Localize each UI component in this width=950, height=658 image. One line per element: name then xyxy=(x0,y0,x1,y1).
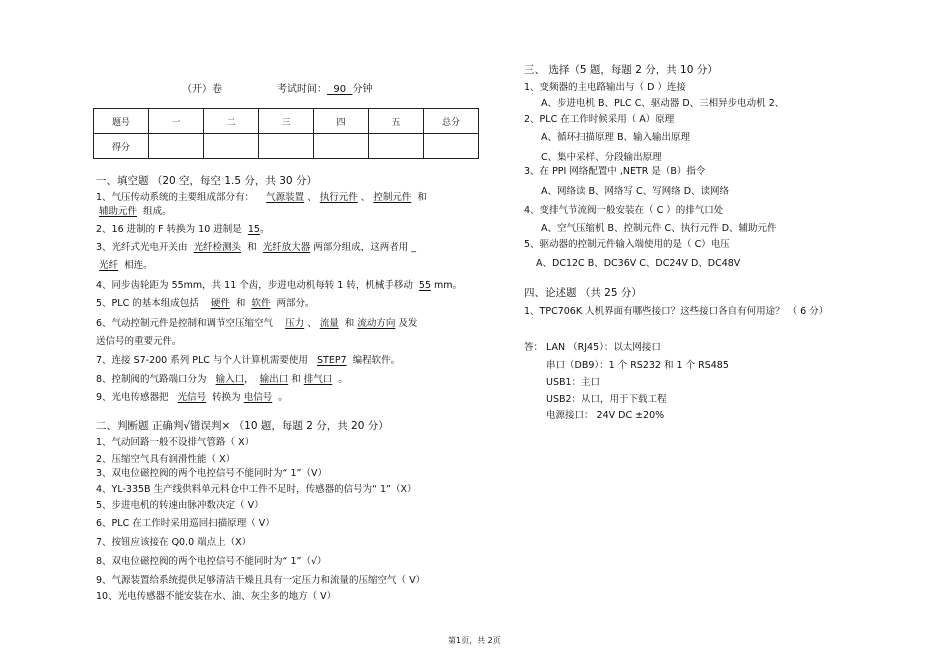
q9-answer-1: 光信号 xyxy=(177,392,207,403)
q9: 9、光电传感器把 光信号 转换为 电信号 。 xyxy=(96,392,288,403)
score-cell xyxy=(204,134,259,159)
choice-line: A、空气压缩机 B、控制元件 C、执行元件 D、辅助元件 xyxy=(541,223,777,234)
judge-item: 7、按钮应该接在 Q0.0 端点上（X） xyxy=(96,537,252,548)
score-table xyxy=(93,108,479,159)
q8-answer-3: 排气口 xyxy=(303,374,333,385)
q2: 2、16 进制的 F 转换为 10 进制是 15。 xyxy=(96,224,270,235)
choice-line: C、集中采样、分段输出原理 xyxy=(541,152,662,163)
score-cell xyxy=(424,134,479,159)
q6-line2: 送信号的重要元件。 xyxy=(96,336,182,347)
choice-line: A、循环扫描原理 B、输入输出原理 xyxy=(541,132,691,143)
section3-title: 三、 选择（5 题，每题 2 分，共 10 分） xyxy=(524,64,718,76)
judge-item: 3、双电位磁控阀的两个电控信号不能同时为“ 1”（V） xyxy=(96,468,327,479)
time-label: 考试时间： xyxy=(277,84,327,95)
q3-line2: 光纤 相连。 xyxy=(99,260,153,271)
judge-item: 4、YL-335B 生产线供料单元料仓中工件不足时，传感器的信号为“ 1”（X） xyxy=(96,484,417,495)
answer-line: USB1：主口 xyxy=(546,377,601,388)
score-cell: 二 xyxy=(204,109,259,134)
choice-line: 4、变排气节流阀一般安装在（ C ）的排气口处 xyxy=(524,205,724,216)
q8-answer-2: 输出口 xyxy=(259,374,289,385)
choice-line: 2、PLC 在工作时候采用（ A）原理 xyxy=(524,114,675,125)
q1-line2: 辅助元件 组成。 xyxy=(99,206,172,217)
section4-title: 四、论述题 （共 25 分） xyxy=(524,287,642,299)
score-cell: 三 xyxy=(259,109,314,134)
judge-item: 9、气源装置给系统提供足够清洁干燥且具有一定压力和流量的压缩空气（ V） xyxy=(96,575,426,586)
q8-answer-1: 输入口 xyxy=(215,374,245,385)
choice-line: A、DC12C B、DC36V C、DC24V D、DC48V xyxy=(536,258,741,269)
q5-answer-2: 软件 xyxy=(251,298,271,309)
answer-line: 电源接口： 24V DC ±20% xyxy=(546,410,665,421)
judge-item: 2、压缩空气具有润滑性能（ X） xyxy=(96,454,236,465)
score-cell xyxy=(149,134,204,159)
answer-line: USB2：从口，用于下载工程 xyxy=(546,394,667,405)
q6-answer-2: 流量 xyxy=(319,318,339,329)
time-value: 90 xyxy=(333,84,347,95)
q6-answer-3: 流动方向 xyxy=(357,318,396,329)
q6: 6、气动控制元件是控制和调节空压缩空气 压力 、 流量 和 流动方向 及发 xyxy=(96,318,418,329)
essay-question: 1、TPC706K 人机界面有哪些接口？这些接口各自有何用途？ （ 6 分） xyxy=(524,306,829,317)
score-row-label: 得分 xyxy=(94,134,149,159)
score-cell: 四 xyxy=(314,109,369,134)
section1-title: 一、填空题 （20 空，每空 1.5 分，共 30 分） xyxy=(96,175,317,187)
q3-answer-1: 光纤检测头 xyxy=(193,242,242,253)
page-footer: 第1页，共 2页 xyxy=(448,636,501,645)
q5-answer-1: 硬件 xyxy=(210,298,230,309)
judge-item: 6、PLC 在工作时采用巡回扫描原理（ V） xyxy=(96,518,275,529)
q6-answer-1: 压力 xyxy=(285,318,305,329)
score-value-row xyxy=(94,134,479,159)
score-cell: 五 xyxy=(369,109,424,134)
q7: 7、连接 S7-200 系列 PLC 与个人计算机需要使用 STEP7 编程软件。 xyxy=(96,355,401,366)
q7-answer: STEP7 xyxy=(316,355,347,366)
score-cell xyxy=(369,134,424,159)
choice-line: 3、在 PPI 网络配置中 ,NETR 是（B）指令 xyxy=(524,166,706,177)
score-cell: 一 xyxy=(149,109,204,134)
exam-type: （开）卷 xyxy=(182,84,222,95)
q4-answer: 55 xyxy=(418,280,432,291)
choice-line: A、步进电机 B、PLC C、驱动器 D、三相异步电动机 2、 xyxy=(541,98,785,109)
judge-item: 5、步进电机的转速由脉冲数决定（ V） xyxy=(96,500,264,511)
section2-title: 二、判断题 正确判√错误判× （10 题，每题 2 分，共 20 分） xyxy=(96,420,389,432)
time-unit: 分钟 xyxy=(352,84,373,95)
judge-item: 1、气动回路一般不设排气管路（ X） xyxy=(96,437,255,448)
choice-line: 5、驱动器的控制元件输入端使用的是（ C）电压 xyxy=(524,239,730,250)
choice-line: A、网络读 B、网络写 C、写网络 D、读网络 xyxy=(541,186,730,197)
q1-answer-2: 执行元件 xyxy=(319,192,358,203)
choice-line: 1、变频器的主电路输出与（ D ）连接 xyxy=(524,82,686,93)
score-cell: 题号 xyxy=(94,109,149,134)
q3-answer-2: 光纤放大器 xyxy=(262,242,311,253)
q1-answer-1: 气源装置 xyxy=(266,192,305,203)
answer-line: 串口（DB9）：1 个 RS232 和 1 个 RS485 xyxy=(546,360,729,371)
score-cell: 总分 xyxy=(424,109,479,134)
q3: 3、光纤式光电开关由 光纤检测头 和 光纤放大器 两部分组成，这两者用 _ xyxy=(96,242,417,253)
q1-answer-3: 控制元件 xyxy=(373,192,412,203)
judge-item: 10、光电传感器不能安装在水、油、灰尘多的地方（ V） xyxy=(96,591,337,602)
answer-line: 答： LAN （RJ45）：以太网接口 xyxy=(524,342,661,353)
exam-time xyxy=(277,84,372,96)
q5: 5、PLC 的基本组成包括 硬件 和 软件 两部分。 xyxy=(96,298,315,309)
judge-item: 8、双电位磁控阀的两个电控信号不能同时为“ 1”（√） xyxy=(96,556,327,567)
q1-answer-4: 辅助元件 xyxy=(99,206,138,217)
score-cell xyxy=(259,134,314,159)
q2-answer: 15 xyxy=(247,224,260,235)
q4: 4、同步齿轮距为 55mm，共 11 个齿，步进电动机每转 1 转，机械手移动 55 mm。 xyxy=(96,280,463,291)
q9-answer-2: 电信号 xyxy=(243,392,273,403)
q3-answer-3: 光纤 xyxy=(99,260,119,271)
score-header-row xyxy=(94,109,479,134)
q1: 1、气压传动系统的主要组成部分有： 气源装置 、 执行元件 、 控制元件 和 xyxy=(96,192,427,203)
q8: 8、控制阀的气路端口分为 输入口， 输出口 和 排气口 。 xyxy=(96,374,348,385)
score-cell xyxy=(314,134,369,159)
